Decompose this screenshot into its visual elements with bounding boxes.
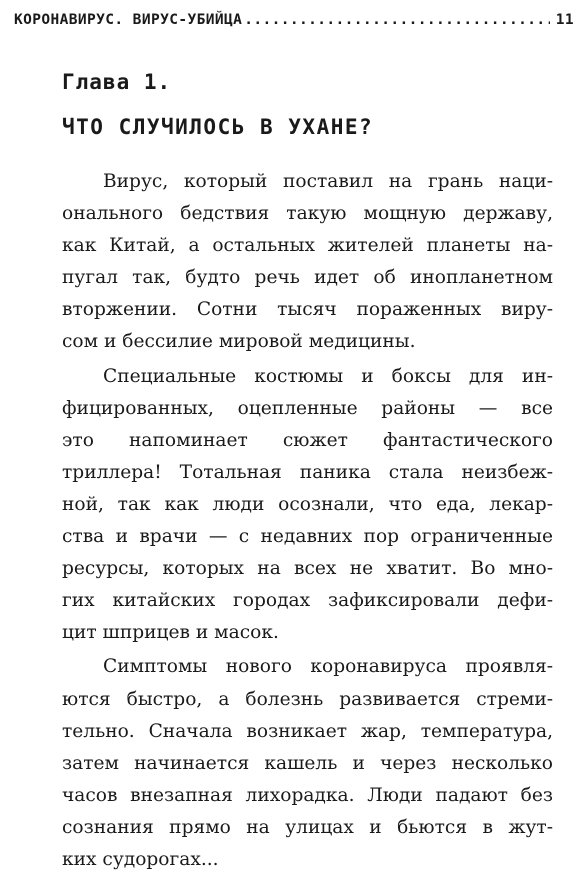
running-head: [14, 12, 574, 36]
text-line: сом и бессилие мировой медицины.: [62, 331, 416, 353]
text-line: цит шприцев и масок.: [62, 622, 279, 644]
text-line: ной, так как люди осознали, что еда, лекар-: [62, 493, 553, 515]
body-text: [62, 166, 553, 876]
text-line: это напоминает сюжет фантастического: [62, 429, 553, 451]
running-head-title: КОРОНАВИРУС. ВИРУС-УБИЙЦА: [14, 12, 243, 28]
text-line: пугал так, будто речь идет об инопланетном: [62, 267, 553, 289]
text-line: гих китайских городах зафиксировали дефи-: [62, 590, 553, 612]
text-line: онального бедствия такую мощную державу,: [62, 203, 553, 225]
chapter-title: ЧТО СЛУЧИЛОСЬ В УХАНЕ?: [62, 115, 374, 139]
text-line: Вирус, который поставил на грань наци-: [103, 171, 553, 192]
text-line: сознания прямо на улицах и бьются в жут-: [62, 816, 553, 838]
text-line: как Китай, а остальных жителей планеты на-: [62, 235, 553, 257]
chapter-number: Глава 1.: [62, 70, 172, 94]
text-line: ются быстро, а болезнь развивается стреми-: [62, 688, 553, 710]
text-line: ких судорогах...: [62, 848, 219, 870]
text-line: ства и врачи — с недавних пор ограниченные: [62, 526, 553, 548]
text-line: затем начинается кашель и через несколько: [62, 752, 553, 774]
text-line: тельно. Сначала возникает жар, температура,: [62, 720, 553, 742]
text-line: триллера! Тотальная паника стала неизбеж-: [62, 461, 553, 483]
page-number: 11: [555, 12, 574, 28]
text-line: фицированных, оцепленные районы — все: [62, 397, 553, 419]
text-line: Специальные костюмы и боксы для ин-: [103, 365, 553, 387]
text-line: Симптомы нового коронавируса проявля-: [103, 656, 553, 678]
leader-dots: [244, 12, 549, 28]
paragraph-3: [62, 651, 553, 876]
text-line: часов внезапная лихорадка. Люди падают без: [62, 784, 553, 806]
paragraph-1: [62, 166, 553, 359]
text-line: ресурсы, которых на всех не хватит. Во мно-: [62, 558, 553, 580]
text-line: вторжении. Сотни тысяч пораженных виру-: [62, 299, 553, 321]
paragraph-2: [62, 361, 553, 650]
